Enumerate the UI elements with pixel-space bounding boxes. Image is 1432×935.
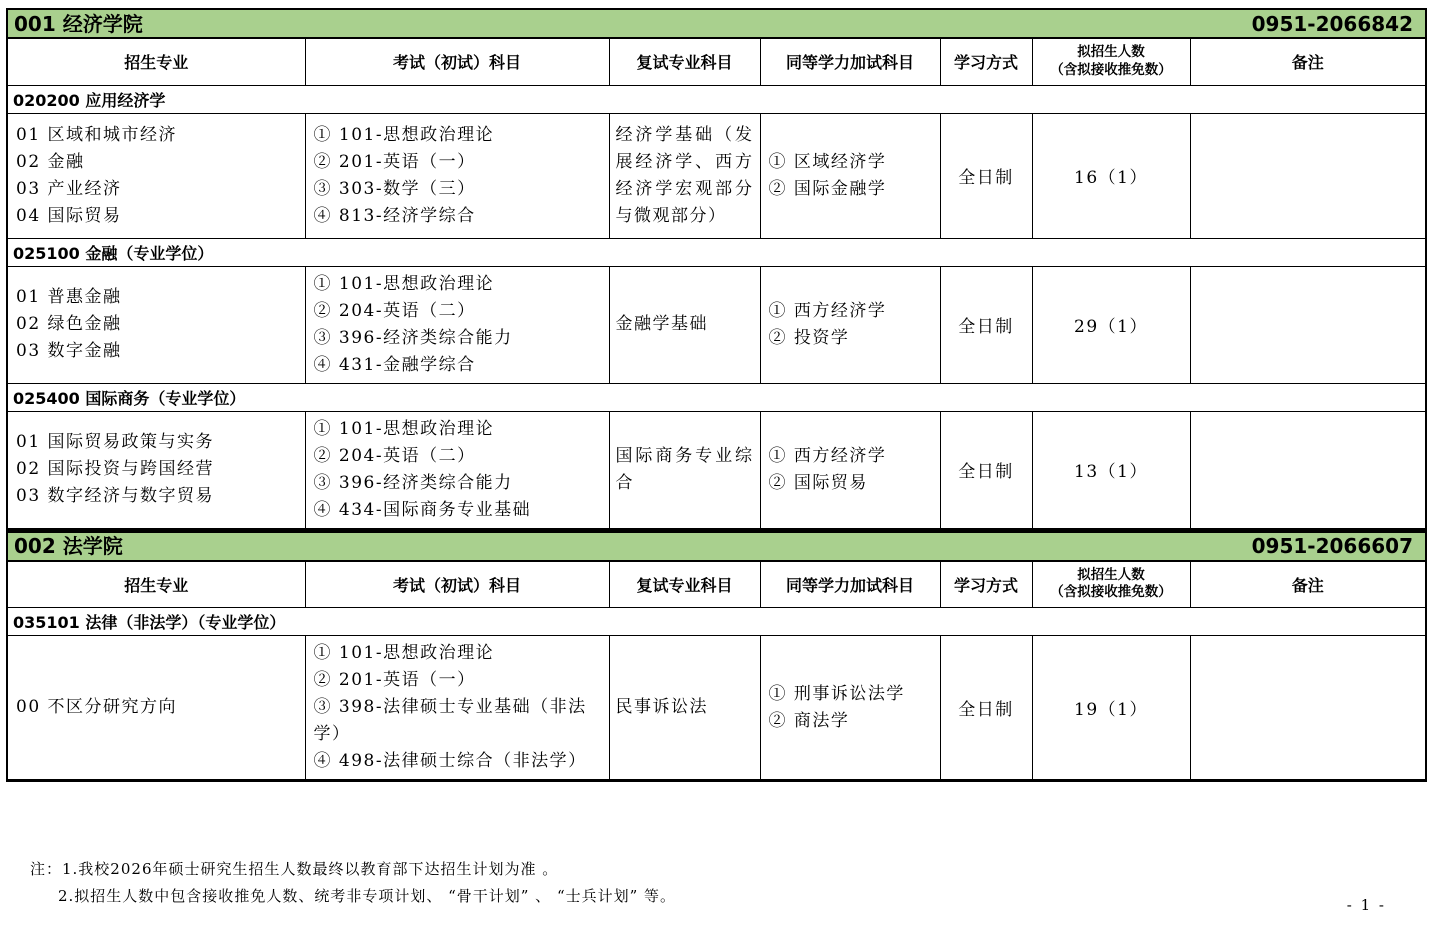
- cell-remarks: [1190, 411, 1426, 529]
- cell-majors: [7, 636, 305, 781]
- cell-remarks: [1190, 266, 1426, 383]
- exam-subject-line: ③ 396-经济类综合能力: [313, 472, 513, 493]
- cell-majors: [7, 266, 305, 383]
- major-line: 01 国际贸易政策与实务: [16, 432, 215, 452]
- dept-phone: 0951-2066607: [1251, 534, 1413, 558]
- exam-subject-line: ② 201-英语（一）: [313, 670, 476, 690]
- cell-remarks: [1190, 113, 1426, 238]
- cell-study-mode: 全日制: [940, 411, 1032, 529]
- program-data-row: [7, 411, 1426, 529]
- cell-quota: 13（1）: [1032, 411, 1190, 529]
- page-number: - 1 -: [1346, 896, 1386, 914]
- program-data-row: [7, 266, 1426, 383]
- major-line: 01 普惠金融: [16, 287, 122, 307]
- major-line: 02 国际投资与跨国经营: [16, 459, 215, 479]
- major-line: 00 不区分研究方向: [16, 697, 178, 717]
- exam-subject-line: ① 101-思想政治理论: [313, 418, 495, 439]
- dept-title: 002 法学院: [14, 534, 123, 558]
- dept-bar: [6, 8, 1427, 39]
- column-header-quota: [1032, 38, 1190, 85]
- cell-quota: 29（1）: [1032, 266, 1190, 383]
- cell-retest-subject: 金融学基础: [609, 266, 760, 383]
- column-header-majors: 招生专业: [7, 38, 305, 85]
- cell-quota: 19（1）: [1032, 636, 1190, 781]
- cell-majors: [7, 411, 305, 529]
- column-header-remarks: 备注: [1190, 561, 1426, 608]
- program-section-row: [7, 238, 1426, 266]
- cell-study-mode: 全日制: [940, 266, 1032, 383]
- column-header-quota: [1032, 561, 1190, 608]
- footer-notes: [6, 856, 1427, 910]
- program-code-name: 025400 国际商务（专业学位）: [7, 383, 1426, 411]
- program-data-row: [7, 113, 1426, 238]
- program-data-row: [7, 636, 1426, 781]
- cell-remarks: [1190, 636, 1426, 781]
- column-header-mode: 学习方式: [940, 561, 1032, 608]
- cell-additional-subjects: [760, 636, 940, 781]
- cell-exam-subjects: [305, 411, 609, 529]
- additional-subject-line: ② 投资学: [768, 327, 850, 348]
- major-line: 03 数字金融: [16, 341, 122, 361]
- cell-additional-subjects: [760, 266, 940, 383]
- additional-subject-line: ① 西方经济学: [768, 445, 887, 466]
- cell-retest-subject: 经济学基础（发展经济学、西方经济学宏观部分与微观部分）: [609, 113, 760, 238]
- program-section-row: [7, 608, 1426, 636]
- exam-subject-line: ③ 303-数学（三）: [313, 178, 476, 199]
- exam-subject-line: ② 204-英语（二）: [313, 445, 476, 466]
- admissions-table-economics: [6, 37, 1427, 531]
- quota-header-line1: 拟招生人数: [1077, 566, 1145, 583]
- dept-title: 001 经济学院: [14, 11, 143, 36]
- exam-subject-line: ② 204-英语（二）: [313, 300, 476, 321]
- column-header-retest: 复试专业科目: [609, 561, 760, 608]
- exam-subject-line: ③ 398-法律硕士专业基础（非法学）: [313, 697, 587, 744]
- cell-study-mode: 全日制: [940, 113, 1032, 238]
- note-line: 2.拟招生人数中包含接收推免人数、统考非专项计划、 “骨干计划” 、 “士兵计划” 等。: [58, 887, 677, 905]
- column-header-exam: 考试（初试）科目: [305, 561, 609, 608]
- admissions-table-law: [6, 560, 1427, 783]
- exam-subject-line: ④ 813-经济学综合: [313, 205, 476, 226]
- additional-subject-line: ② 国际金融学: [768, 178, 887, 199]
- quota-header-line2: （含拟接收推免数）: [1050, 584, 1172, 601]
- program-section-row: [7, 85, 1426, 113]
- exam-subject-line: ① 101-思想政治理论: [313, 124, 495, 145]
- column-header-mode: 学习方式: [940, 38, 1032, 85]
- exam-subject-line: ④ 431-金融学综合: [313, 354, 476, 375]
- major-line: 01 区域和城市经济: [16, 124, 178, 145]
- additional-subject-line: ① 西方经济学: [768, 300, 887, 321]
- cell-additional-subjects: [760, 411, 940, 529]
- major-line: 02 金融: [16, 151, 85, 172]
- additional-subject-line: ② 商法学: [768, 710, 850, 731]
- major-line: 04 国际贸易: [16, 205, 122, 226]
- cell-retest-subject: 民事诉讼法: [609, 636, 760, 781]
- note-line: 注：1.我校2026年硕士研究生招生人数最终以教育部下达招生计划为准 。: [30, 860, 559, 878]
- column-header-additional: 同等学力加试科目: [760, 38, 940, 85]
- program-code-name: 035101 法律（非法学）（专业学位）: [7, 608, 1426, 636]
- major-line: 03 数字经济与数字贸易: [16, 486, 215, 506]
- exam-subject-line: ② 201-英语（一）: [313, 151, 476, 172]
- quota-header-line1: 拟招生人数: [1077, 44, 1145, 61]
- additional-subject-line: ① 区域经济学: [768, 151, 887, 172]
- cell-majors: [7, 113, 305, 238]
- cell-retest-subject: 国际商务专业综合: [609, 411, 760, 529]
- exam-subject-line: ④ 498-法律硕士综合（非法学）: [313, 751, 587, 771]
- exam-subject-line: ① 101-思想政治理论: [313, 643, 495, 663]
- exam-subject-line: ① 101-思想政治理论: [313, 273, 495, 294]
- cell-exam-subjects: [305, 113, 609, 238]
- cell-exam-subjects: [305, 266, 609, 383]
- column-header-majors: 招生专业: [7, 561, 305, 608]
- cell-quota: 16（1）: [1032, 113, 1190, 238]
- cell-exam-subjects: [305, 636, 609, 781]
- major-line: 02 绿色金融: [16, 314, 122, 334]
- exam-subject-line: ④ 434-国际商务专业基础: [313, 499, 532, 520]
- program-code-name: 025100 金融（专业学位）: [7, 238, 1426, 266]
- cell-additional-subjects: [760, 113, 940, 238]
- column-header-retest: 复试专业科目: [609, 38, 760, 85]
- program-code-name: 020200 应用经济学: [7, 85, 1426, 113]
- major-line: 03 产业经济: [16, 178, 122, 199]
- cell-study-mode: 全日制: [940, 636, 1032, 781]
- column-header-exam: 考试（初试）科目: [305, 38, 609, 85]
- dept-bar: [6, 531, 1427, 562]
- additional-subject-line: ① 刑事诉讼法学: [768, 683, 905, 704]
- quota-header-line2: （含拟接收推免数）: [1050, 61, 1172, 78]
- column-header-remarks: 备注: [1190, 38, 1426, 85]
- program-section-row: [7, 383, 1426, 411]
- additional-subject-line: ② 国际贸易: [768, 472, 868, 493]
- column-header-additional: 同等学力加试科目: [760, 561, 940, 608]
- exam-subject-line: ③ 396-经济类综合能力: [313, 327, 513, 348]
- dept-phone: 0951-2066842: [1251, 11, 1413, 36]
